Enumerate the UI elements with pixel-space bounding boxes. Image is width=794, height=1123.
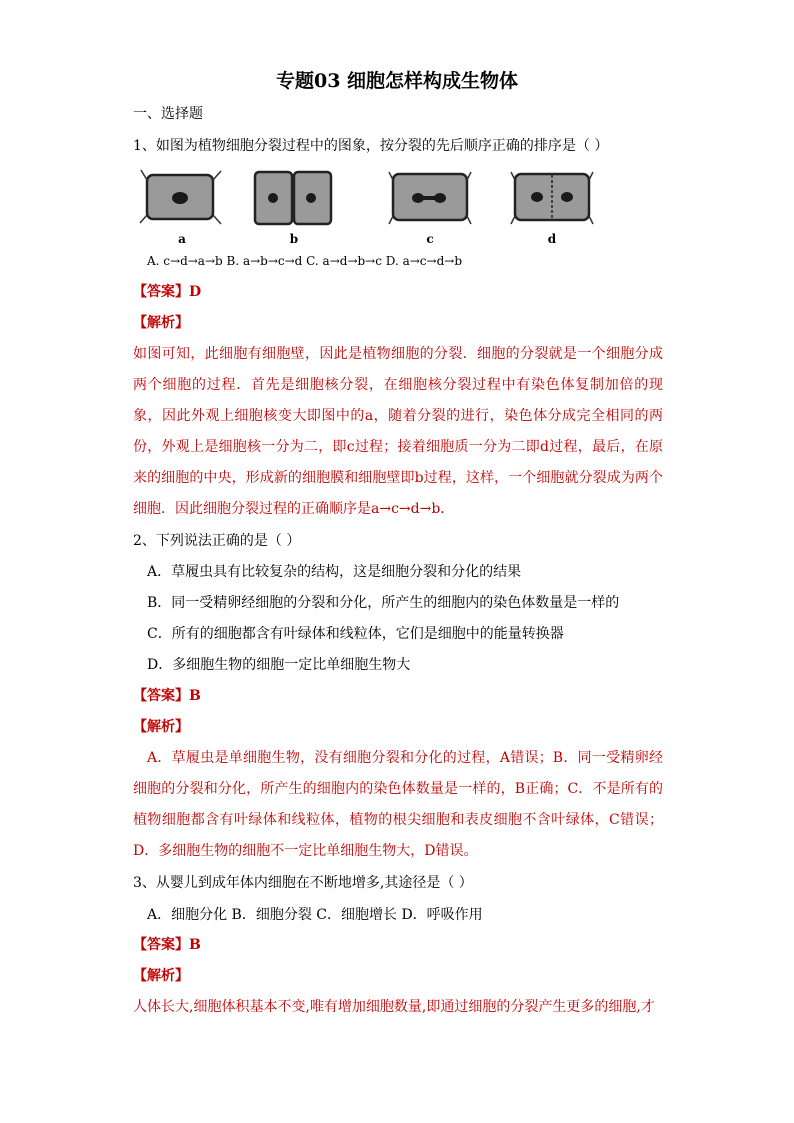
question-1-analysis: 如图可知，此细胞有细胞壁，因此是植物细胞的分裂．细胞的分裂就是一个细胞分成两个细胞的过程．首先是细胞核分裂，在细胞核分裂过程中有染色体复制加倍的现象，因此外观上细胞核变大即图中的a，随着分裂的进行，染色体分成完全相同的两份，外观上是细胞核一分为二，即c过程；接着细胞质一分为二即d过程，最后，在原来的细胞的中央，形成新的细胞膜和细胞壁即b过程，这样，一个细胞就分裂成为两个细胞．因此细胞分裂过程的正确顺序是a→c→d→b． <box>133 346 663 517</box>
question-2-option-c: C．所有的细胞都含有叶绿体和线粒体，它们是细胞中的能量转换器 <box>147 626 564 642</box>
question-2-analysis: A．草履虫是单细胞生物，没有细胞分裂和分化的过程，A错误；B．同一受精卵经细胞的分裂和分化，所产生的细胞内的染色体数量是一样的，B正确；C．不是所有的植物细胞都含有叶绿体和线粒体，植物的根尖细胞和表皮细胞不含叶绿体，C错误；D．多细胞生物的细胞不一定比单细胞生物大，D错误。 <box>133 750 663 859</box>
question-2-option-d: D．多细胞生物的细胞一定比单细胞生物大 <box>147 657 411 673</box>
question-3-stem: 3、从婴儿到成年体内细胞在不断地增多,其途径是（ ） <box>133 875 473 891</box>
cell-division-figure <box>133 168 613 246</box>
question-3-answer: 【答案】B <box>133 937 201 953</box>
figure-label-b: b <box>289 232 299 246</box>
cell-b-drawing <box>251 168 337 230</box>
figure-label-c: c <box>426 232 434 246</box>
cell-c-drawing <box>387 168 473 230</box>
question-2-answer: 【答案】B <box>133 688 201 704</box>
question-2-option-b: B．同一受精卵经细胞的分裂和分化，所产生的细胞内的染色体数量是一样的 <box>147 595 620 611</box>
question-1-stem: 1、如图为植物细胞分裂过程中的图象，按分裂的先后顺序正确的排序是（ ） <box>133 138 609 154</box>
question-3-analysis-label: 【解析】 <box>133 968 189 984</box>
figure-label-d: d <box>547 232 557 246</box>
question-2-stem: 2、下列说法正确的是（ ） <box>133 533 301 549</box>
cell-d-drawing <box>509 168 595 230</box>
page-title: 专题03 细胞怎样构成生物体 <box>275 70 519 92</box>
cell-a-drawing <box>139 168 225 230</box>
figure-label-a: a <box>178 232 186 246</box>
cell-figure-d <box>509 168 595 246</box>
question-1-answer: 【答案】D <box>133 284 202 300</box>
question-1-options: A. c→d→a→b B. a→b→c→d C. a→d→b→c D. a→c→d→b <box>147 254 462 268</box>
cell-figure-c <box>387 168 473 246</box>
question-1-analysis-label: 【解析】 <box>133 315 189 331</box>
question-2-analysis-label: 【解析】 <box>133 719 189 735</box>
question-3-analysis: 人体长大,细胞体积基本不变,唯有增加细胞数量,即通过细胞的分裂产生更多的细胞,才 <box>133 999 655 1015</box>
question-3-options: A．细胞分化 B．细胞分裂 C．细胞增长 D．呼吸作用 <box>147 907 483 923</box>
section-heading: 一、选择题 <box>133 106 203 122</box>
cell-figure-b <box>251 168 337 246</box>
question-2-option-a: A．草履虫具有比较复杂的结构，这是细胞分裂和分化的结果 <box>147 564 522 580</box>
cell-figure-a <box>139 168 225 246</box>
